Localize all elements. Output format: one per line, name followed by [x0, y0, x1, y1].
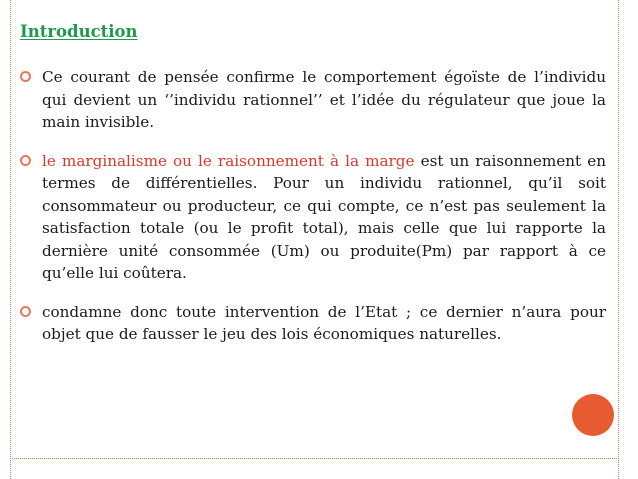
- bullet-item-1: [20, 66, 606, 134]
- left-dotted-border: [10, 0, 11, 479]
- ring-bullet-icon: [20, 155, 31, 166]
- bullet-highlight-text: le marginalisme ou le raisonnement à la marge: [42, 151, 415, 170]
- ring-bullet-icon: [20, 306, 31, 317]
- ring-bullet-icon: [20, 71, 31, 82]
- bullet-list: [20, 66, 606, 346]
- decorative-circle: [572, 394, 614, 436]
- bullet-text: est un raisonnement en termes de différentielles. Pour un individu rationnel, qu’il soit consommateur ou producteur, ce qui compte, ce n’est pas seulement la satisfaction totale (ou le profit total), mais celle que lui rapporte la dernière unité consommée (Um) ou produite(Pm) par rapport à ce qu’elle lui coûtera.: [42, 151, 606, 282]
- bullet-text: Ce courant de pensée confirme le comportement égoïste de l’individu qui devient un ‘’individu rationnel’’ et l’idée du régulateur que joue la main invisible.: [42, 68, 606, 131]
- bullet-text: condamne donc toute intervention de l’Etat ; ce dernier n’aura pour objet que de fausser le jeu des lois économiques naturelles.: [42, 302, 606, 343]
- right-dotted-border: [618, 0, 619, 479]
- bullet-item-2: [20, 150, 606, 285]
- slide-heading: Introduction: [20, 22, 138, 41]
- footer-dotted-line: [10, 458, 619, 459]
- bullet-item-3: [20, 301, 606, 346]
